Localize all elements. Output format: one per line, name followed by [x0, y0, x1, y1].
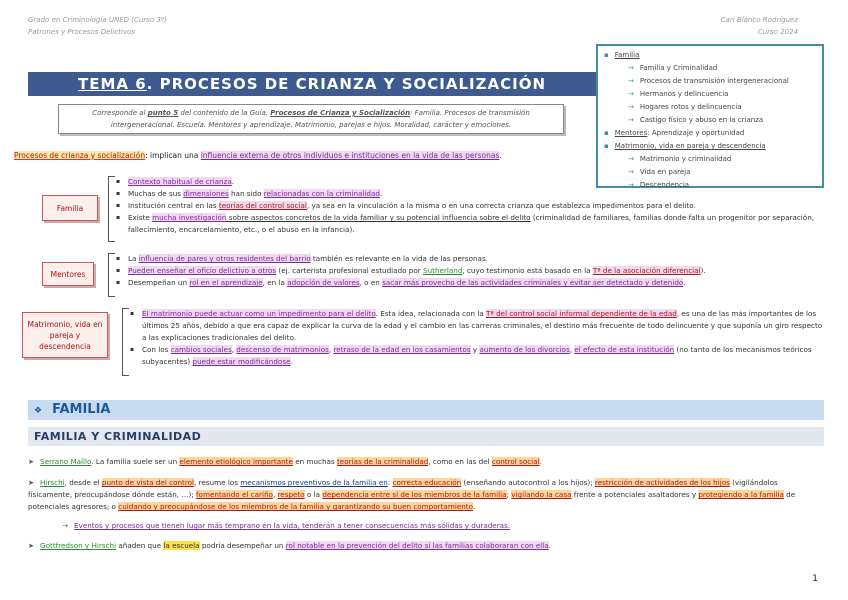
- toc-item[interactable]: → Matrimonio y criminalidad: [628, 155, 732, 163]
- list-item: ▪ Con los cambios sociales, descenso de matrimonios, retraso de la edad en los casamientos y aumento de los divorcios, el efecto de esta institución (no tanto de los mecanismos teóricos subyacentes) puede estar modificándose.: [130, 344, 824, 368]
- label-familia: Familia: [42, 195, 98, 221]
- arrow-icon: →: [62, 521, 69, 530]
- list-item: ▪ La influencia de pares y otros residentes del barrio también es relevante en la vida de las personas.: [116, 253, 824, 265]
- list-item: ▪ Muchas de sus dimensiones han sido relacionadas con la criminalidad.: [116, 188, 824, 200]
- brace: [108, 253, 115, 297]
- header-course: Grado en Criminología UNED (Curso 3º) Patrones y Procesos Delictivos: [28, 16, 167, 36]
- header-author: Cari Blanco Rodríguez Curso 2024: [720, 16, 798, 36]
- list-item: ▪ Contexto habitual de crianza.: [116, 176, 824, 188]
- arrow-icon: ➤: [28, 478, 35, 487]
- paragraph-gottfredson: ➤ Gottfredson y Hirschi añaden que la escuela podría desempeñar un rol notable en la prevención del delito si las familias colaboraran con ella.: [28, 541, 551, 550]
- familia-bullets: [116, 176, 824, 236]
- paragraph-hirschi: ➤ Hirschi, desde el punto de vista del control, resume los mecanismos preventivos de la familia en: correcta educación (enseñando autocontrol a los hijos); restricción de actividades de los hijos (vigilándolos físicamente, preocupándose dónde están, …); fomentando el cariño, respeto o la dependencia entre sí de los miembros de la familia; vigilando la casa frente a potenciales asaltadores y protegiendo a la familia de potenciales agresores; o cuidando y preocupándose de los miembros de la familia y garantizando su buen comportamiento.: [28, 478, 796, 511]
- toc-matrimonio[interactable]: ▪ Matrimonio, vida en pareja y descendencia: [604, 142, 766, 150]
- toc-item[interactable]: → Procesos de transmisión intergeneracional: [628, 77, 789, 85]
- toc-item[interactable]: → Familia y Criminalidad: [628, 64, 718, 72]
- list-item: ▪ Pueden enseñar el oficio delictivo a otros (ej. carterista profesional estudiado por Sutherland, cuyo testimonio está basado en la Tª de la asociación diferencial).: [116, 265, 824, 277]
- list-item: ▪ El matrimonio puede actuar como un impedimento para el delito. Esta idea, relacionada con la Tª del control social informal dependiente de la edad, es una de las más importantes de los últimos 25 años, debido a que era capaz de explicar la curva de la edad y el cambio en las carreras criminales, el destino más frecuente de todo delincuente y que suponía un giro respecto a las explicaciones tradicionales del delito.: [130, 308, 824, 344]
- intro-definition: Procesos de crianza y socialización: implican una influencia externa de otros individuos e instituciones en la vida de las personas.: [14, 151, 502, 160]
- paragraph-eventos: → Eventos y procesos que tienen lugar más temprano en la vida, tenderán a tener consecuencias más sólidas y duraderas.: [62, 521, 511, 530]
- toc-item[interactable]: → Hogares rotos y delincuencia: [628, 103, 742, 111]
- section-heading: ❖ FAMILIA: [34, 402, 111, 417]
- arrow-icon: ➤: [28, 457, 35, 466]
- brace: [122, 308, 129, 376]
- list-item: ▪ Institución central en las teorías del control social, ya sea en la vinculación a la misma o en una correcta crianza que establezca impedimentos para el delito.: [116, 200, 824, 212]
- brace: [108, 176, 115, 242]
- toc-mentores[interactable]: ▪ Mentores: Aprendizaje y oportunidad: [604, 129, 745, 137]
- toc-item[interactable]: → Descendencia: [628, 181, 690, 189]
- arrow-icon: ➤: [28, 541, 35, 550]
- section-bar: [28, 400, 824, 420]
- paragraph-serrano: ➤ Serrano Maíllo. La familia suele ser un elemento etiológico importante en muchas teorías de la criminalidad, como en las del control social.: [28, 457, 542, 466]
- mentores-bullets: [116, 253, 824, 289]
- label-matrimonio: Matrimonio, vida en pareja y descendencia: [22, 312, 108, 358]
- page-title: TEMA 6. PROCESOS DE CRIANZA Y SOCIALIZACIÓN: [77, 75, 547, 93]
- list-item: ▪ Desempeñan un rol en el aprendizaje, en la adopción de valores, o en sacar más provecho de las actividades criminales y evitar ser detectado y detenido.: [116, 277, 824, 289]
- guide-note: Corresponde al punto 5 del contenido de la Guía. Procesos de Crianza y Socialización: Familia. Procesos de transmisión intergeneracional. Escuela. Mentores y aprendizaje. Matrimonio, parejas e hijos. Moralidad, carácter y emociones.: [58, 104, 564, 134]
- label-mentores: Mentores: [42, 262, 94, 286]
- diamond-icon: ❖: [34, 406, 43, 416]
- toc-item[interactable]: → Castigo físico y abuso en la crianza: [628, 116, 764, 124]
- subsection-heading: FAMILIA Y CRIMINALIDAD: [34, 430, 202, 443]
- matrimonio-bullets: [130, 308, 824, 368]
- toc-familia[interactable]: ▪ Familia: [604, 51, 640, 59]
- list-item: ▪ Existe mucha investigación sobre aspectos concretos de la vida familiar y su potencial influencia sobre el delito (criminalidad de familiares, familias donde falta un progenitor por separación, fallecimiento, encarcelamiento, etc., o el abuso en la infancia).: [116, 212, 824, 236]
- toc-item[interactable]: → Hermanos y delincuencia: [628, 90, 729, 98]
- page-number: 1: [812, 574, 818, 584]
- toc-item[interactable]: → Vida en pareja: [628, 168, 691, 176]
- table-of-contents: [596, 44, 824, 188]
